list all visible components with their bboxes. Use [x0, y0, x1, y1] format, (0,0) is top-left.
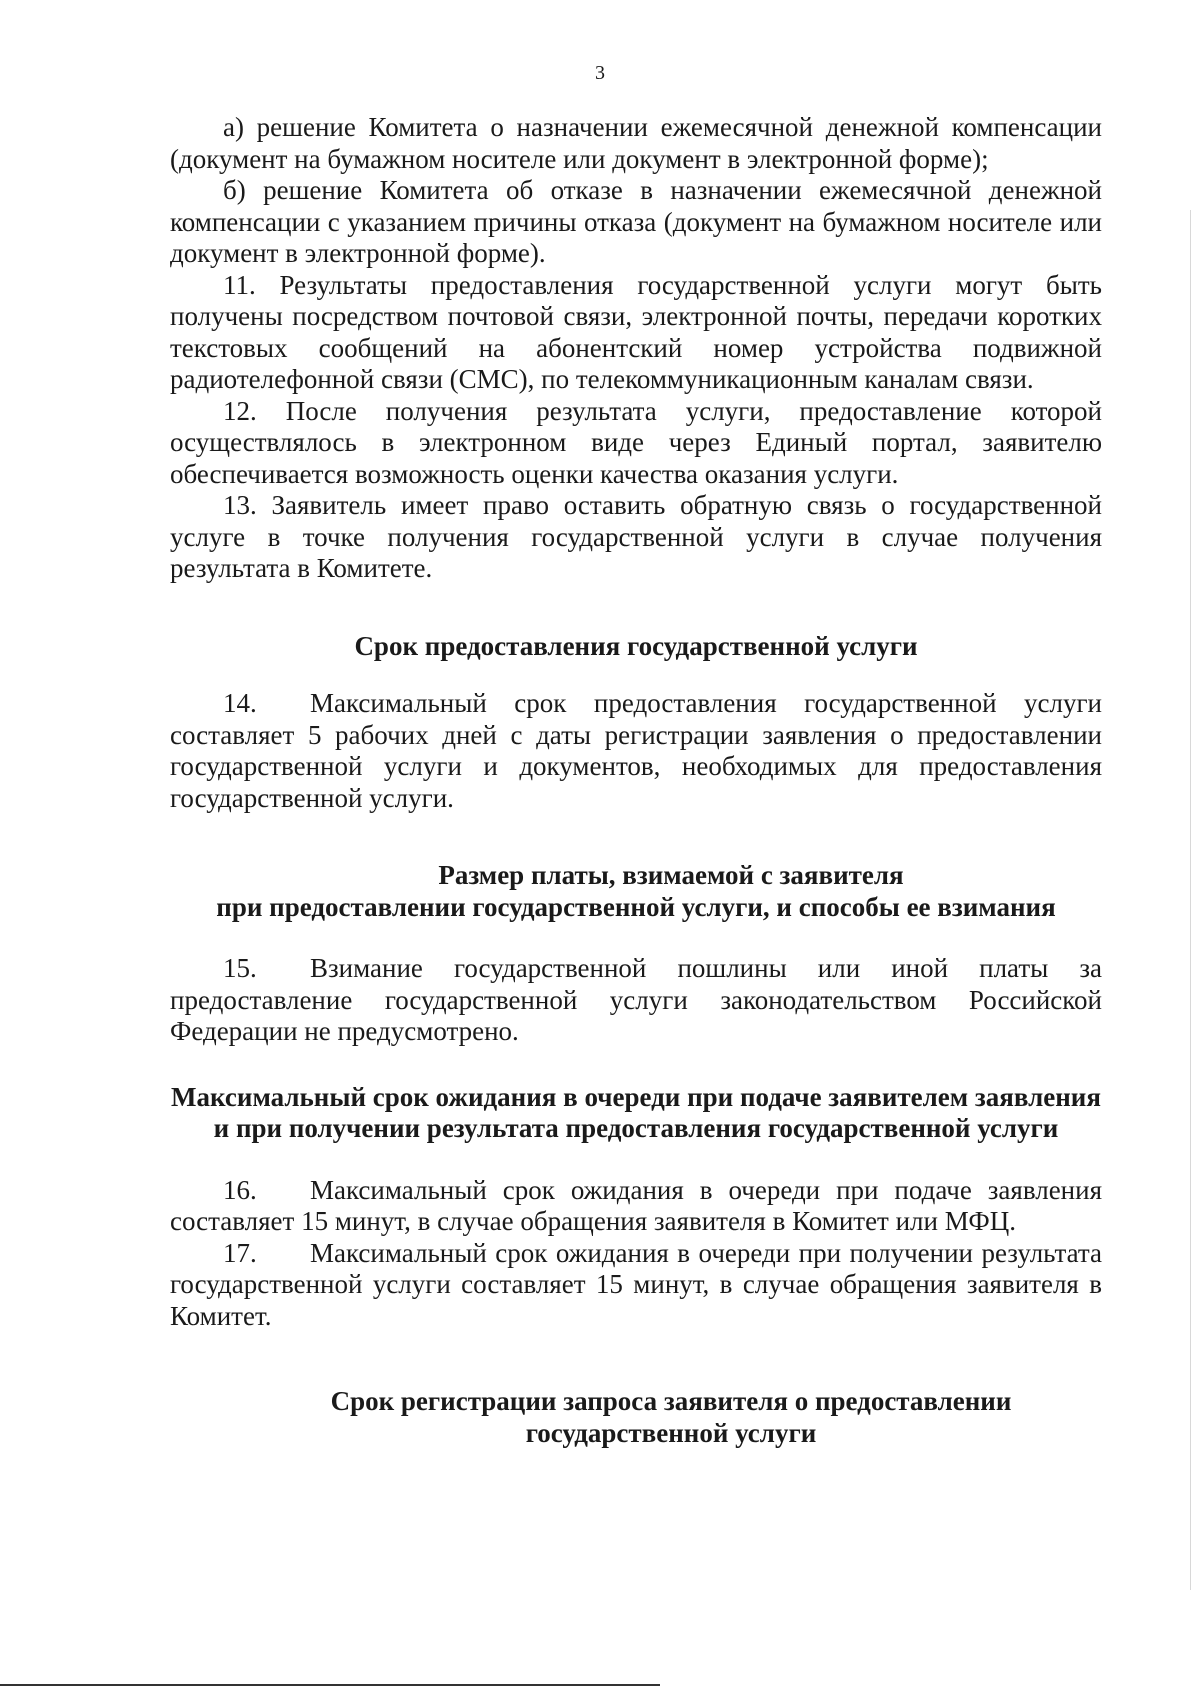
paragraph-text: Максимальный срок ожидания в очереди при подаче заявления составляет 15 минут, в случае обращения заявителя в Комитет или МФЦ. — [170, 1174, 1102, 1236]
section-heading-service-term: Срок предоставления государственной услуги — [354, 630, 918, 661]
heading-line: Срок регистрации запроса заявителя о предоставлении — [330, 1386, 1012, 1416]
scan-edge-line — [1190, 210, 1191, 1590]
scan-bottom-rule — [0, 1684, 660, 1686]
page-number: 3 — [595, 62, 605, 84]
paragraph-number: 14. — [223, 688, 257, 718]
paragraph-number: 15. — [223, 953, 257, 983]
paragraph-text: Максимальный срок ожидания в очереди при получении результата государственной услуги составляет 15 минут, в случае обращения заявителя в Комитет. — [170, 1237, 1102, 1331]
paragraph-15 — [170, 953, 1102, 1048]
paragraph-13: 13. Заявитель имеет право оставить обратную связь о государственной услуге в точке получения государственной услуги в случае получения результата в Комитете. — [170, 490, 1102, 583]
section-heading-registration-term — [170, 1386, 1102, 1449]
paragraph-11: 11. Результаты предоставления государственной услуги могут быть получены посредством почтовой связи, электронной почты, передачи коротких текстовых сообщений на абонентский номер устройства подвижной радиотелефонной связи (СМС), по телекоммуникационным каналам связи. — [170, 269, 1102, 394]
section-heading-queue-time: Максимальный срок ожидания в очереди при подаче заявителем заявления и при получении результата предоставления государственной услуги — [171, 1081, 1101, 1143]
heading-line: при предоставлении государственной услуги, и способы ее взимания — [216, 891, 1056, 922]
paragraph-decision-b: б) решение Комитета об отказе в назначении ежемесячной денежной компенсации с указанием причины отказа (документ на бумажном носителе или документ в электронной форме). — [170, 175, 1102, 268]
section-heading-fee — [170, 860, 1102, 923]
paragraph-12: 12. После получения результата услуги, предоставление которой осуществлялось в электронном виде через Единый портал, заявителю обеспечивается возможность оценки качества оказания услуги. — [170, 395, 1102, 489]
paragraph-14 — [170, 688, 1102, 814]
document-body — [170, 112, 1102, 1449]
paragraph-text: Взимание государственной пошлины или иной платы за предоставление государственной услуги законодательством Российской Федерации не предусмотрено. — [170, 953, 1102, 1046]
heading-line: государственной услуги — [525, 1417, 817, 1448]
paragraph-16 — [170, 1175, 1102, 1238]
paragraph-number: 16. — [223, 1174, 257, 1205]
paragraph-17 — [170, 1238, 1102, 1333]
paragraph-text: Максимальный срок предоставления государственной услуги составляет 5 рабочих дней с даты регистрации заявления о предоставлении государственной услуги и документов, необходимых для предоставления государственной услуги. — [170, 688, 1102, 813]
paragraph-number: 17. — [223, 1237, 257, 1268]
heading-line: Размер платы, взимаемой с заявителя — [438, 860, 904, 890]
paragraph-decision-a: а) решение Комитета о назначении ежемесячной денежной компенсации (документ на бумажном носителе или документ в электронной форме); — [170, 112, 1102, 174]
